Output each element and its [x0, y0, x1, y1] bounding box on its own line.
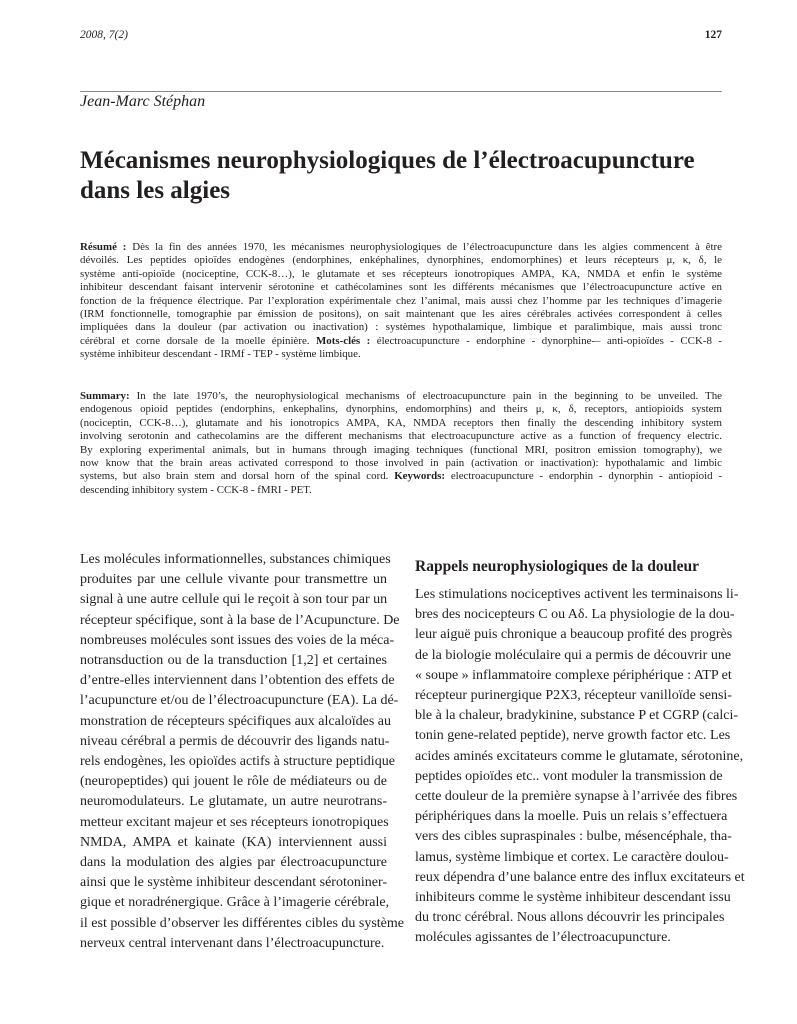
summary-abstract [80, 390, 722, 497]
text-line: système inhibiteur descendant - IRMf - TEP - système limbique. [80, 348, 361, 361]
text-line: now know that the brain areas activated correspond to those involved in pain (activation or inactivation): hypothalamic and limbic [80, 457, 722, 470]
text-line: molécules agissantes de l’électroacupuncture. [415, 930, 671, 946]
text-segment: In the late 1970’s, the neurophysiological mechanisms of electroacupuncture pain in the beginning to be unveiled. The [129, 390, 722, 402]
title-line: Mécanismes neurophysiologiques de l’électroacupuncture [80, 147, 695, 174]
text-line: NMDA, AMPA et kainate (KA) interviennent aussi [80, 834, 387, 850]
article-title [80, 146, 730, 206]
section-heading: Rappels neurophysiologiques de la douleur [415, 558, 699, 575]
header-divider [80, 91, 722, 92]
text-line: By exploring experimental animals, but in humans through imaging techniques (functional MRI, positron emission tomography), we [80, 443, 722, 456]
text-line: « soupe » inflammatoire complexe périphérique : ATP et [415, 667, 732, 683]
text-line: de la biologie moléculaire qui a permis de découvrir une [415, 647, 732, 663]
text-line: périphériques dans la moelle. Puis un relais s’effectuera [415, 809, 728, 825]
resume-abstract [80, 241, 722, 362]
text-line: Les molécules informationnelles, substances chimiques [80, 552, 391, 567]
bold-label: Summary: [80, 390, 130, 402]
text-line: (neuropeptides) qui jouent le rôle de médiateurs ou de [80, 774, 387, 790]
text-line: leur aiguë puis chronique a beaucoup profité des progrès [415, 627, 733, 643]
text-line: metteur excitant majeur et ses récepteurs ionotropiques [80, 814, 389, 830]
text-line: impliquées dans la douleur (par activation ou inactivation) : systèmes hypothalamique, limbique et paralimbique, mais aussi tronc [80, 321, 722, 334]
title-line: dans les algies [80, 177, 231, 204]
text-line: inhibiteurs comme le système inhibiteur descendant issu [415, 890, 731, 906]
text-line: du tronc cérébral. Nous allons découvrir les principales [415, 910, 725, 926]
body-left-column [80, 550, 404, 954]
text-line: nerveux central intervenant dans l’électroacupuncture. [80, 935, 385, 951]
page-number: 127 [704, 29, 722, 41]
text-line: inhibiteur descendant faisant intervenir sérotonine et cathécolamines sont les différents mécanismes que l’électroacupuncture active en [80, 281, 722, 294]
text-line: bres des nocicepteurs C ou Aδ. La physiologie de la dou- [415, 607, 735, 623]
text-line: notransduction ou de la transduction [1,2] et certaines [80, 653, 387, 669]
text-line [80, 335, 722, 348]
journal-issue: 2008, 7(2) [80, 29, 128, 41]
text-line: ainsi que le système inhibiteur descendant sérotoniner- [80, 875, 387, 891]
text-line: neuromodulateurs. Le glutamate, un autre neurotrans- [80, 794, 387, 810]
text-line: involving serotonin and cathecolamins are the different mechanisms that electroacupuncture active as a function of frequency electric. [80, 430, 722, 443]
text-line: endogenous opioid peptides (endorphins, enkephalins, dynorphins, endomorphins) and theirs μ, κ, δ, receptors, antiopioids system [80, 403, 722, 416]
text-line [80, 241, 722, 254]
text-segment: systems, but also brain stem and dorsal horn of the spinal cord. [80, 470, 395, 483]
text-line: récepteur purinergique P2X3, récepteur vanilloïde sensi- [415, 688, 732, 704]
bold-label: Mots-clés : [316, 334, 371, 347]
text-line: ble à la chaleur, bradykinine, substance P et CGRP (calci- [415, 708, 739, 724]
body-right-column [415, 585, 745, 949]
bold-label: Keywords: [394, 470, 446, 483]
text-line: (IRM fonctionnelle, tomographie par émission de positons), on sait maintenant que les aires cérébrales activées correspondent à celles [80, 308, 722, 321]
text-segment: Dès la fin des années 1970, les mécanismes neurophysiologiques de l’électroacupuncture dans les algies commencent à être [132, 241, 722, 253]
text-segment: electroacupuncture - endorphin - dynorphin - antiopioid - [445, 470, 723, 483]
text-line: système anti-opioïde (nociceptine, CCK-8…), le glutamate et ses récepteurs ionotropiques AMPA, KA, NMDA et enfin le système [80, 267, 722, 280]
text-line [80, 470, 722, 483]
text-line: descending inhibitory system - CCK-8 - fMRI - PET. [80, 483, 312, 496]
text-line: tonin gene-related peptide), nerve growth factor etc. Les [415, 728, 731, 744]
text-line: lamus, système limbique et cortex. Le caractère doulou- [415, 849, 729, 865]
text-segment: électroacupuncture - endorphine - dynorphine-– anti-opioïdes - CCK-8 - [370, 334, 722, 347]
text-line [80, 390, 722, 403]
text-line: dévoilés. Les peptides opioïdes endogènes (endorphines, enképhalines, dynorphines, endomorphines) et leurs récepteurs μ, κ, δ, le [80, 254, 722, 267]
text-line: dans la modulation des algies par électroacupuncture [80, 855, 387, 871]
text-line: signal à une autre cellule qui le reçoit à son tour par un [80, 592, 388, 608]
text-line: l’acupuncture et/ou de l’électroacupuncture (EA). La dé- [80, 693, 399, 709]
text-line: il est possible d’observer les différentes cibles du système [80, 915, 404, 931]
text-line: fonction de la fréquence électrique. Par l’exploration expérimentale chez l’animal, mais aussi chez l’homme par les techniques d’imagerie [80, 294, 722, 307]
text-line: niveau cérébral a permis de découvrir des ligands natu- [80, 733, 390, 749]
text-line: cette douleur de la première synapse à l’arrivée des fibres [415, 789, 738, 805]
author-name: Jean-Marc Stéphan [80, 93, 206, 110]
text-line: rels endogènes, les opioïdes actifs à structure peptidique [80, 754, 395, 770]
text-line: reux dépendra d’une balance entre des influx excitateurs et [415, 869, 745, 885]
text-line: monstration de récepteurs spécifiques aux alcaloïdes au [80, 713, 391, 729]
text-line: récepteur spécifique, sont à la base de l’Acupuncture. De [80, 612, 400, 628]
text-line: gique et noradrénergique. Grâce à l’imagerie cérébrale, [80, 895, 390, 911]
text-line: (nociceptin, CCK-8…), glutamate and his ionotropics AMPA, KA, NMDA receptors then finally the descending inhibitory system [80, 416, 722, 429]
text-line: nombreuses molécules sont issues des voies de la méca- [80, 632, 395, 648]
text-line: produites par une cellule vivante pour transmettre un [80, 572, 387, 588]
text-line: acides aminés excitateurs comme le glutamate, sérotonine, [415, 748, 744, 764]
text-line: peptides opioïdes etc.. vont moduler la transmission de [415, 768, 723, 784]
text-line: Les stimulations nociceptives activent les terminaisons li- [415, 587, 739, 602]
text-line: d’entre-elles interviennent dans l’obtention des effets de [80, 673, 395, 689]
bold-label: Résumé : [80, 241, 133, 253]
text-segment: cérébral et corne dorsale de la moelle épinière. [80, 334, 317, 347]
text-line: vers des cibles supraspinales : bulbe, mésencéphale, tha- [415, 829, 732, 845]
